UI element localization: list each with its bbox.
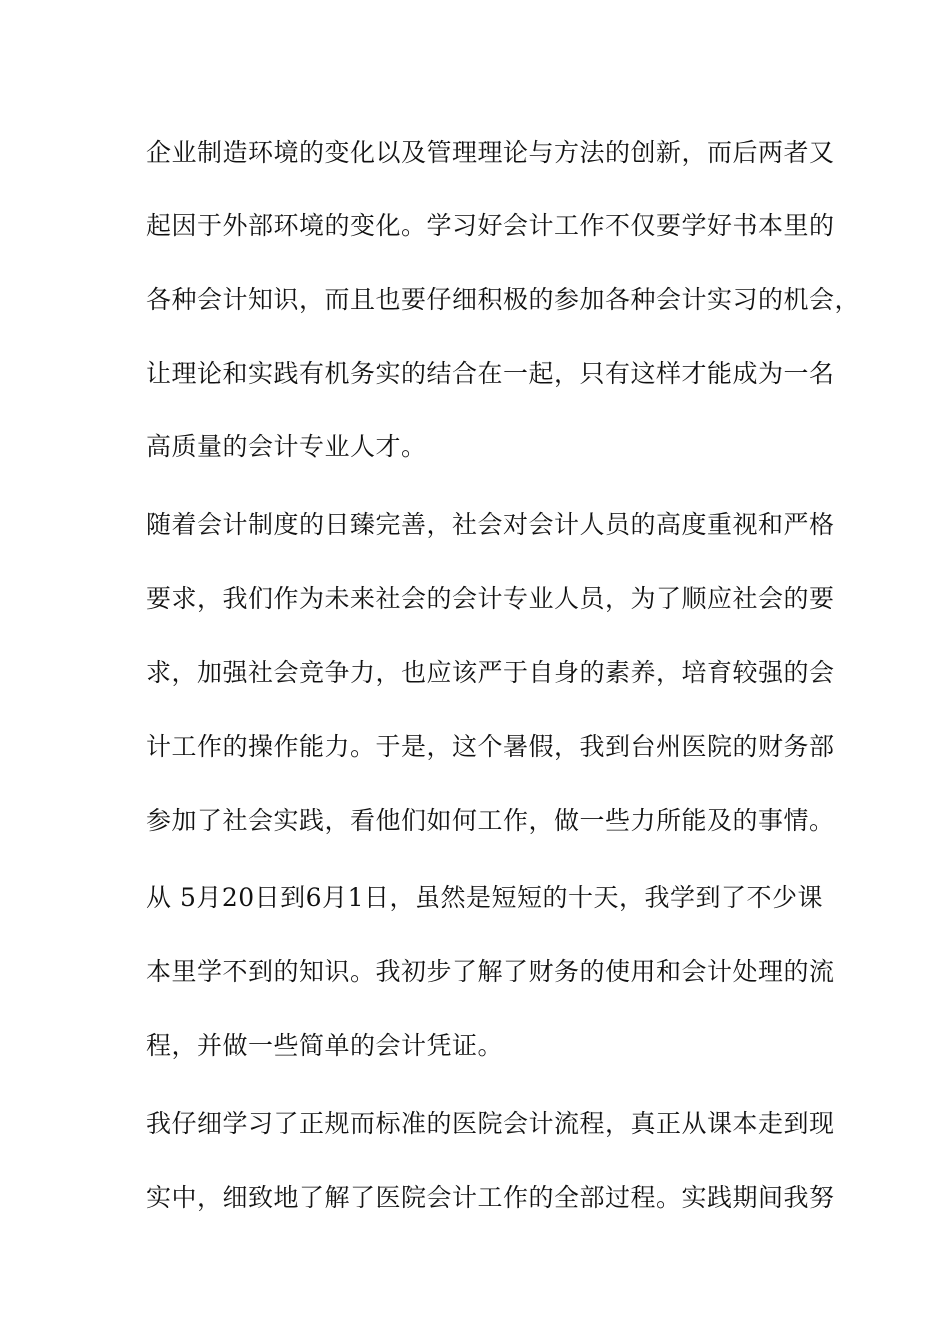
text-line: 求，加强社会竞争力，也应该严于自身的素养，培育较强的会: [146, 658, 835, 687]
text-line: 各种会计知识，而且也要仔细积极的参加各种会计实习的机会，: [146, 285, 861, 314]
text-line: 本里学不到的知识。我初步了解了财务的使用和会计处理的流: [146, 957, 835, 986]
text-line: 实中，细致地了解了医院会计工作的全部过程。实践期间我努: [146, 1183, 835, 1212]
text-line: 随着会计制度的日臻完善，社会对会计人员的高度重视和严格: [146, 510, 835, 539]
text-line: 我仔细学习了正规而标准的医院会计流程，真正从课本走到现: [146, 1109, 835, 1138]
text-line: 要求，我们作为未来社会的会计专业人员，为了顺应社会的要: [146, 584, 835, 613]
text-line: 让理论和实践有机务实的结合在一起，只有这样才能成为一名: [146, 359, 835, 388]
text-line: 参加了社会实践，看他们如何工作，做一些力所能及的事情。: [146, 806, 835, 835]
text-line: 起因于外部环境的变化。学习好会计工作不仅要学好书本里的: [146, 211, 835, 240]
text-line: 计工作的操作能力。于是，这个暑假，我到台州医院的财务部: [146, 732, 835, 761]
text-line: 高质量的会计专业人才。: [146, 432, 427, 461]
text-line: 程，并做一些简单的会计凭证。: [146, 1031, 504, 1060]
text-line: 企业制造环境的变化以及管理理论与方法的创新，而后两者又: [146, 138, 835, 167]
text-line: 从 5月20日到6月1日，虽然是短短的十天，我学到了不少课: [146, 883, 823, 912]
